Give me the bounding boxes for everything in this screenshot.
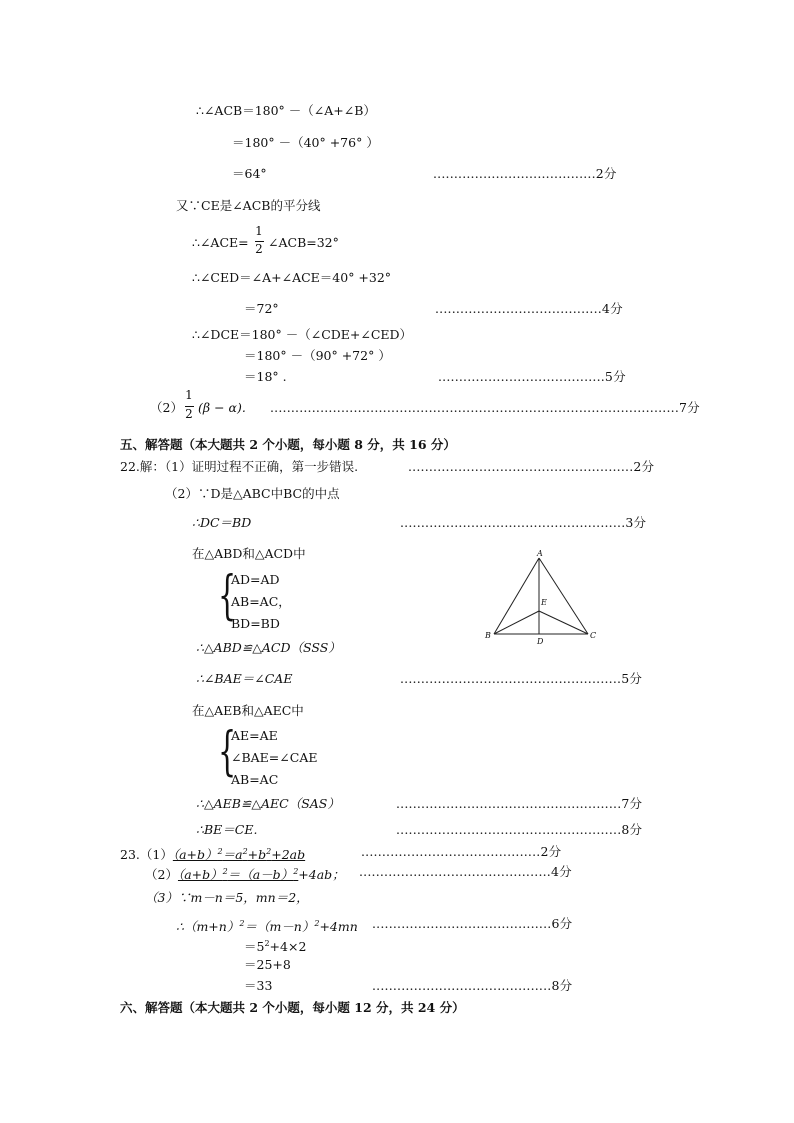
step-acb: ∴∠ACB＝180° －（∠A+∠B） bbox=[196, 103, 376, 118]
label-c: C bbox=[590, 631, 597, 640]
label-e: E bbox=[541, 598, 547, 607]
sup: 2 bbox=[239, 919, 245, 928]
q23-part2 bbox=[145, 864, 345, 883]
sys2-row1: AE=AE bbox=[231, 728, 278, 743]
sup: 2 bbox=[264, 939, 270, 948]
frac-den: 2 bbox=[255, 242, 263, 256]
q22-congruent-sas: ∴△AEB≌△AEC（SAS） bbox=[196, 796, 340, 811]
q22-score-5: .....................................................5分 bbox=[400, 671, 643, 686]
q23-step3: ＝25+8 bbox=[244, 957, 291, 972]
sys1-row1: AD=AD bbox=[231, 572, 280, 587]
t: ＝（a－b） bbox=[227, 867, 294, 882]
label-a: A bbox=[537, 549, 543, 558]
part2-label: （2） bbox=[150, 400, 183, 415]
q23-score-4: ..............................................4分 bbox=[359, 864, 572, 879]
t: +b bbox=[247, 847, 267, 862]
step-ced: ∴∠CED＝∠A+∠ACE＝40° +32° bbox=[192, 270, 392, 285]
sup: 2 bbox=[222, 867, 228, 876]
t: ∴（m+n） bbox=[176, 919, 240, 934]
q22-score-3: ......................................................3分 bbox=[400, 515, 647, 530]
t: +2ab bbox=[271, 847, 306, 862]
q22-score-7: ......................................................7分 bbox=[396, 796, 643, 811]
sup: 2 bbox=[217, 847, 223, 856]
step-dce: ∴∠DCE＝180° －（∠CDE+∠CED） bbox=[192, 327, 413, 342]
left-brace-2: { bbox=[218, 722, 237, 782]
q22-in-aeb-aec: 在△AEB和△AEC中 bbox=[192, 703, 304, 718]
q22-congruent-sss: ∴△ABD≌△ACD（SSS） bbox=[196, 640, 341, 655]
q22-be-ce: ∴BE＝CE. bbox=[196, 822, 258, 837]
label-b: B bbox=[485, 631, 491, 640]
q23-step1 bbox=[176, 916, 358, 935]
step-ce-bisector: 又∵CE是∠ACB的平分线 bbox=[176, 198, 321, 213]
sup: 2 bbox=[293, 867, 299, 876]
sup: 2 bbox=[242, 847, 248, 856]
score-4: ........................................4分 bbox=[435, 301, 623, 316]
sys1-row3: BD=BD bbox=[231, 616, 280, 631]
t: （a+b） bbox=[177, 867, 223, 882]
q23-expr1 bbox=[173, 847, 305, 862]
q22-score-2: ......................................................2分 bbox=[408, 459, 655, 474]
q23-part3: （3）∵m－n＝5，mn＝2， bbox=[145, 890, 309, 905]
t: ＝5 bbox=[244, 939, 265, 954]
t: +4mn bbox=[319, 919, 358, 934]
step-acb-2: ＝180° －（40° +76° ） bbox=[232, 135, 379, 150]
q23-score-8: ...........................................8分 bbox=[372, 978, 573, 993]
t: ＝（m－n） bbox=[244, 919, 315, 934]
sys1-row2: AB=AC， bbox=[231, 594, 291, 609]
score-7: ..................................................................................................7分 bbox=[270, 400, 700, 415]
step-acb-3: ＝64° bbox=[232, 166, 267, 181]
frac2-num: 1 bbox=[185, 388, 193, 402]
q22-part1: 22.解：（1）证明过程不正确，第一步错误. bbox=[120, 459, 359, 474]
q23-score-6: ...........................................6分 bbox=[372, 916, 573, 931]
step-ace-post: ∠ACB=32° bbox=[268, 235, 339, 250]
q23-label: 23.（1） bbox=[120, 847, 173, 862]
section-5-heading: 五、解答题（本大题共 2 个小题，每小题 8 分，共 16 分） bbox=[120, 437, 456, 452]
part2-expr: (β − α). bbox=[198, 400, 246, 415]
score-2: .......................................2分 bbox=[433, 166, 617, 181]
step-dce-3: ＝18° . bbox=[244, 369, 287, 384]
q23-score-2: ...........................................2分 bbox=[361, 844, 562, 859]
label-d: D bbox=[537, 637, 544, 646]
q23-step4: ＝33 bbox=[244, 978, 273, 993]
t: +4ab； bbox=[298, 867, 345, 882]
sup: 2 bbox=[314, 919, 320, 928]
q22-part2: （2）∵D是△ABC中BC的中点 bbox=[165, 486, 340, 501]
q23-expr2 bbox=[178, 867, 298, 882]
left-brace: { bbox=[218, 566, 237, 626]
frac-num: 1 bbox=[255, 224, 263, 238]
sup: 2 bbox=[266, 847, 272, 856]
q22-bae-cae: ∴∠BAE＝∠CAE bbox=[196, 671, 293, 686]
q23-part1 bbox=[120, 844, 305, 863]
t: +4×2 bbox=[269, 939, 307, 954]
step-ced-2: ＝72° bbox=[244, 301, 279, 316]
section-6-heading: 六、解答题（本大题共 2 个小题，每小题 12 分，共 24 分） bbox=[120, 1000, 465, 1015]
q22-in-abd-acd: 在△ABD和△ACD中 bbox=[192, 546, 306, 561]
q22-score-8: ......................................................8分 bbox=[396, 822, 643, 837]
t: ＝a bbox=[222, 847, 243, 862]
sys2-row3: AB=AC bbox=[231, 772, 279, 787]
triangle-figure bbox=[482, 546, 600, 648]
t: （a+b） bbox=[172, 847, 218, 862]
score-5: ........................................5分 bbox=[438, 369, 626, 384]
step-ace-pre: ∴∠ACE= bbox=[192, 235, 249, 250]
frac2-den: 2 bbox=[185, 407, 193, 421]
q23-label-2: （2） bbox=[145, 867, 178, 882]
q23-step2 bbox=[244, 936, 306, 955]
step-dce-2: ＝180° －（90° +72° ） bbox=[244, 348, 391, 363]
q22-dc-bd: ∴DC＝BD bbox=[192, 515, 252, 530]
sys2-row2: ∠BAE=∠CAE bbox=[231, 750, 318, 765]
